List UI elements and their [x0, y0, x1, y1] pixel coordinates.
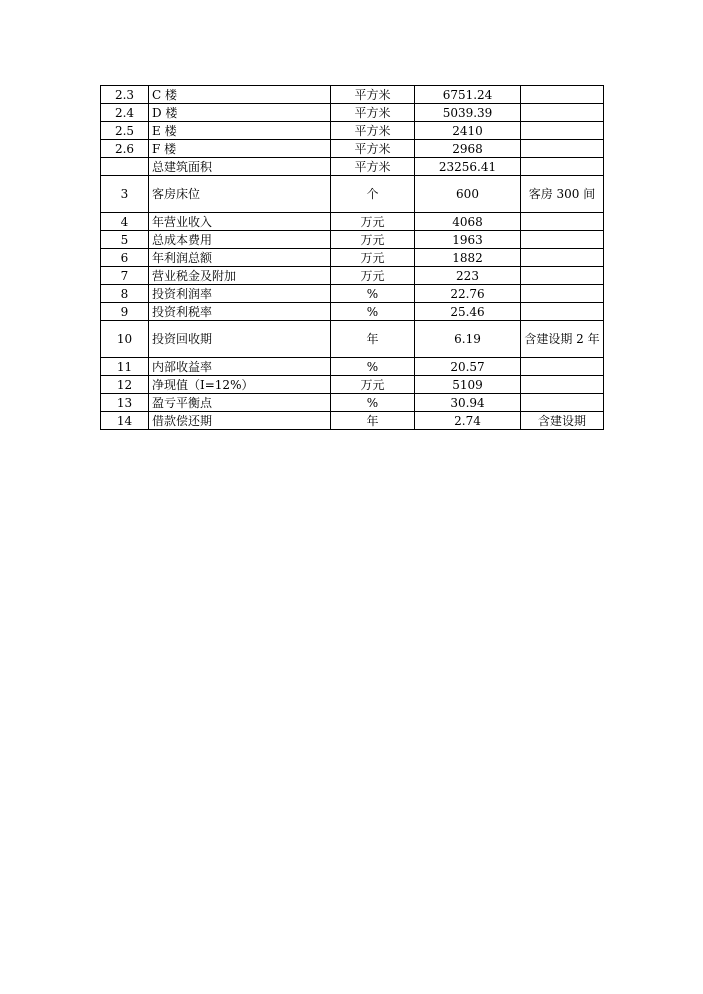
unit: % [331, 394, 415, 412]
item-name: D 楼 [149, 104, 331, 122]
note [521, 267, 604, 285]
note [521, 303, 604, 321]
row-number: 7 [101, 267, 149, 285]
value: 23256.41 [415, 158, 521, 176]
value: 6.19 [415, 321, 521, 358]
row-number: 9 [101, 303, 149, 321]
row-number: 2.5 [101, 122, 149, 140]
item-name: 总成本费用 [149, 231, 331, 249]
item-name: 客房床位 [149, 176, 331, 213]
item-name: 总建筑面积 [149, 158, 331, 176]
table-row [101, 158, 604, 176]
table-row [101, 412, 604, 430]
row-number [101, 158, 149, 176]
table-row [101, 249, 604, 267]
value: 600 [415, 176, 521, 213]
item-name: E 楼 [149, 122, 331, 140]
table-row [101, 231, 604, 249]
note: 含建设期 2 年 [521, 321, 604, 358]
note [521, 104, 604, 122]
unit: 万元 [331, 267, 415, 285]
row-number: 4 [101, 213, 149, 231]
row-number: 5 [101, 231, 149, 249]
note [521, 358, 604, 376]
note [521, 140, 604, 158]
item-name: C 楼 [149, 86, 331, 104]
row-number: 2.3 [101, 86, 149, 104]
item-name: F 楼 [149, 140, 331, 158]
row-number: 2.4 [101, 104, 149, 122]
note [521, 158, 604, 176]
note [521, 122, 604, 140]
unit: % [331, 285, 415, 303]
value: 5039.39 [415, 104, 521, 122]
row-number: 11 [101, 358, 149, 376]
note [521, 376, 604, 394]
unit: 平方米 [331, 86, 415, 104]
value: 22.76 [415, 285, 521, 303]
note [521, 231, 604, 249]
table-row [101, 104, 604, 122]
item-name: 投资利润率 [149, 285, 331, 303]
item-name: 借款偿还期 [149, 412, 331, 430]
table-row [101, 86, 604, 104]
value: 20.57 [415, 358, 521, 376]
table-row [101, 267, 604, 285]
item-name: 年营业收入 [149, 213, 331, 231]
unit: 年 [331, 412, 415, 430]
row-number: 10 [101, 321, 149, 358]
row-number: 3 [101, 176, 149, 213]
table-row [101, 321, 604, 358]
value: 2968 [415, 140, 521, 158]
value: 1882 [415, 249, 521, 267]
note: 客房 300 间 [521, 176, 604, 213]
item-name: 盈亏平衡点 [149, 394, 331, 412]
row-number: 12 [101, 376, 149, 394]
value: 223 [415, 267, 521, 285]
unit: 万元 [331, 231, 415, 249]
note: 含建设期 [521, 412, 604, 430]
unit: 平方米 [331, 104, 415, 122]
indicator-table [100, 85, 604, 430]
row-number: 14 [101, 412, 149, 430]
note [521, 213, 604, 231]
unit: 年 [331, 321, 415, 358]
unit: % [331, 358, 415, 376]
item-name: 投资利税率 [149, 303, 331, 321]
note [521, 249, 604, 267]
table-row [101, 176, 604, 213]
item-name: 营业税金及附加 [149, 267, 331, 285]
unit: 万元 [331, 376, 415, 394]
row-number: 2.6 [101, 140, 149, 158]
value: 5109 [415, 376, 521, 394]
value: 30.94 [415, 394, 521, 412]
unit: 平方米 [331, 122, 415, 140]
table-row [101, 303, 604, 321]
table-row [101, 140, 604, 158]
value: 2.74 [415, 412, 521, 430]
row-number: 13 [101, 394, 149, 412]
value: 1963 [415, 231, 521, 249]
row-number: 8 [101, 285, 149, 303]
value: 6751.24 [415, 86, 521, 104]
item-name: 投资回收期 [149, 321, 331, 358]
item-name: 净现值（I=12%） [149, 376, 331, 394]
table-row [101, 358, 604, 376]
value: 4068 [415, 213, 521, 231]
unit: 个 [331, 176, 415, 213]
item-name: 年利润总额 [149, 249, 331, 267]
table-row [101, 376, 604, 394]
row-number: 6 [101, 249, 149, 267]
unit: 万元 [331, 249, 415, 267]
unit: 平方米 [331, 140, 415, 158]
note [521, 285, 604, 303]
note [521, 394, 604, 412]
value: 25.46 [415, 303, 521, 321]
unit: % [331, 303, 415, 321]
table-row [101, 213, 604, 231]
table-row [101, 285, 604, 303]
value: 2410 [415, 122, 521, 140]
unit: 平方米 [331, 158, 415, 176]
table-row [101, 394, 604, 412]
item-name: 内部收益率 [149, 358, 331, 376]
note [521, 86, 604, 104]
unit: 万元 [331, 213, 415, 231]
table-row [101, 122, 604, 140]
